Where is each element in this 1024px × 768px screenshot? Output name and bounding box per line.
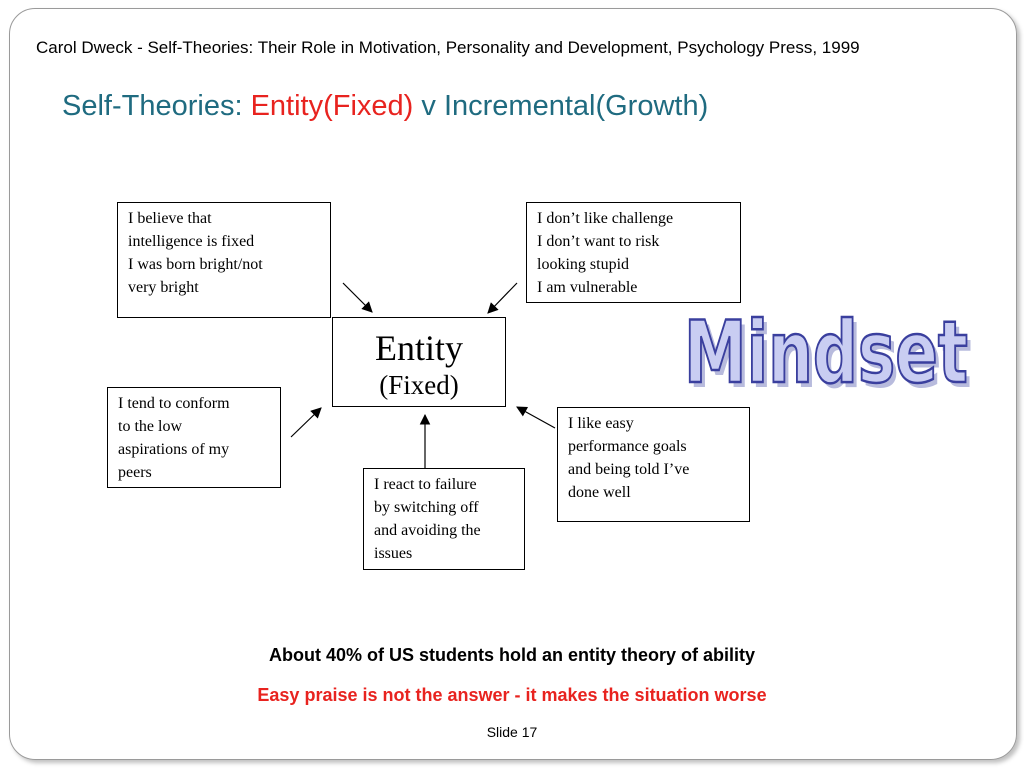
box-right: I like easy performance goals and being told I’ve done well — [557, 407, 750, 522]
box-top-left: I believe that intelligence is fixed I was born bright/not very bright — [117, 202, 331, 318]
box-left: I tend to conform to the low aspirations of my peers — [107, 387, 281, 488]
entity-center-box — [332, 317, 506, 407]
mindset-wordart-shadow: Mindset — [688, 308, 972, 400]
warning-text: Easy praise is not the answer - it makes the situation worse — [257, 685, 767, 705]
box-bottom: I react to failure by switching off and avoiding the issues — [363, 468, 525, 570]
citation: Carol Dweck - Self-Theories: Their Role in Motivation, Personality and Development, Psychology Press, 1999 — [36, 38, 860, 57]
title-prefix: Self-Theories: — [62, 90, 251, 122]
slide-title — [62, 88, 708, 124]
title-suffix: v Incremental(Growth) — [413, 90, 709, 122]
statistic-text: About 40% of US students hold an entity theory of ability — [268, 645, 756, 665]
title-highlight: Entity(Fixed) — [250, 90, 414, 122]
mindset-wordart-text: Mindset — [684, 303, 968, 400]
center-line2: (Fixed) — [379, 370, 459, 400]
slide-number: Slide 17 — [486, 724, 538, 740]
box-top-right: I don’t like challenge I don’t want to risk looking stupid I am vulnerable — [526, 202, 741, 303]
center-line1: Entity — [375, 328, 463, 368]
mindset-wordart — [678, 300, 978, 400]
